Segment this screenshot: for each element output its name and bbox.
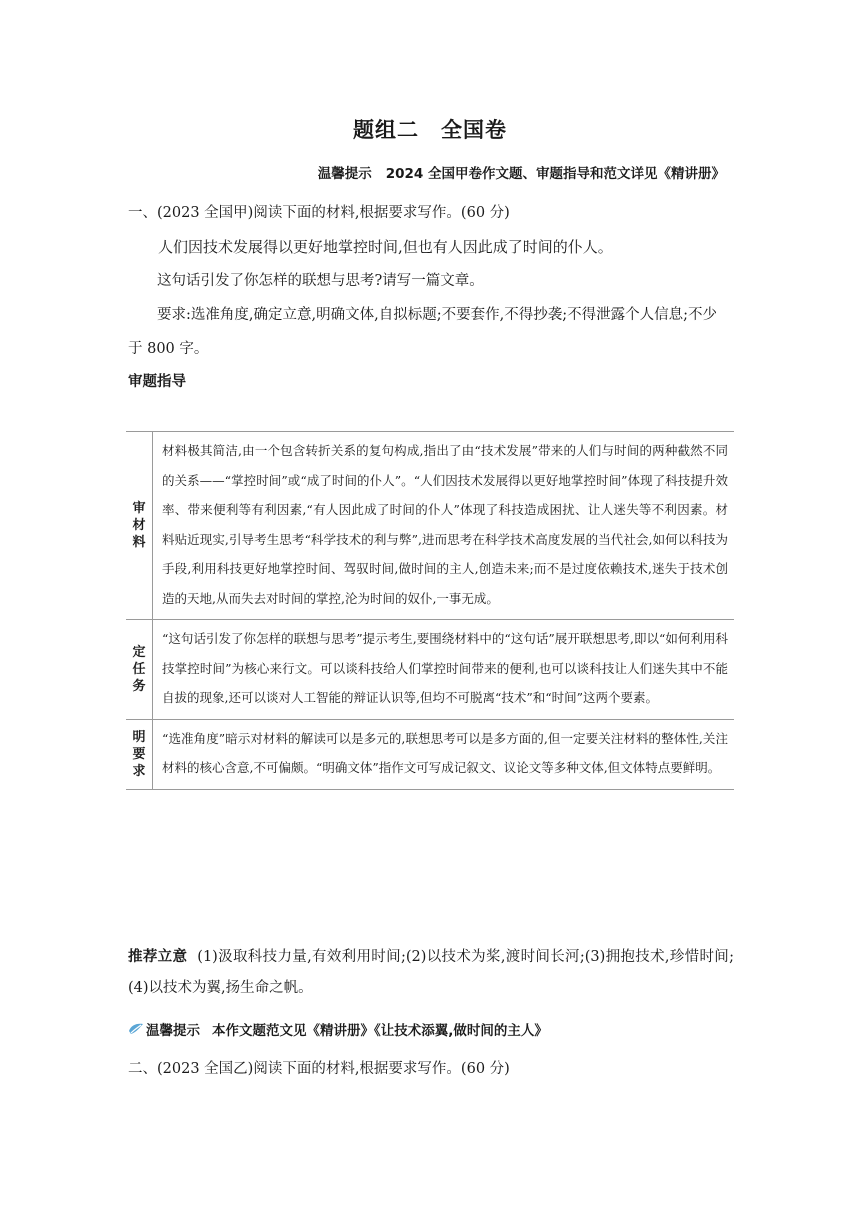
question-1-prompt: 这句话引发了你怎样的联想与思考?请写一篇文章。 [157,273,484,289]
guide-row-label: 明 要 求 [126,719,153,789]
recommended-theme-text: (1)汲取科技力量,有效利用时间;(2)以技术为桨,渡时间长河;(3)拥抱技术,珍惜时间;(4)以技术为翼,扬生命之帆。 [128,949,734,996]
question-2-header: 二、(2023 全国乙)阅读下面的材料,根据要求写作。(60 分) [128,1061,510,1077]
guide-row-material [126,432,734,620]
guide-row-text: “选准角度”暗示对材料的解读可以是多元的,联想思考可以是多方面的,但一定要关注材料的整体性,关注材料的核心含意,不可偏颇。“明确文体”指作文可写成记叙文、议论文等多种文体,但文体特点要鲜明。 [153,719,735,789]
question-1-material: 人们因技术发展得以更好地掌控时间,但也有人因此成了时间的仆人。 [158,238,613,256]
guide-row-task [126,620,734,720]
question-1-header: 一、(2023 全国甲)阅读下面的材料,根据要求写作。(60 分) [128,205,510,221]
guide-row-text: 材料极其简洁,由一个包含转折关系的复句构成,指出了由“技术发展”带来的人们与时间的两种截然不同的关系——“掌控时间”或“成了时间的仆人”。“人们因技术发展得以更好地掌控时间”体现了科技提升效率、带来便利等有利因素,“有人因此成了时间的仆人”体现了科技造成困扰、让人迷失等不利因素。材料贴近现实,引导考生思考“科学技术的利与弊”,进而思考在科学技术高度发展的当代社会,如何以科技为手段,利用科技更好地掌控时间、驾驭时间,做时间的主人,创造未来;而不是过度依赖技术,迷失于技术创造的天地,从而失去对时间的掌控,沦为时间的奴仆,一事无成。 [153,432,735,620]
guide-heading: 审题指导 [128,374,186,390]
recommended-theme-label: 推荐立意 [128,949,188,965]
guide-table [126,431,734,790]
recommended-theme [128,942,734,1004]
guide-row-requirement [126,719,734,789]
bottom-tip [128,1019,548,1039]
bottom-tip-label: 温馨提示 [146,1023,200,1039]
top-tip-label: 温馨提示 [317,166,372,182]
guide-row-text: “这句话引发了你怎样的联想与思考”提示考生,要围绕材料中的“这句话”展开联想思考,即以“如何利用科技掌控时间”为核心来行文。可以谈科技给人们掌控时间带来的便利,也可以谈科技让人们迷失其中不能自拔的现象,还可以谈对人工智能的辩证认识等,但均不可脱离“技术”和“时间”这两个要素。 [153,620,735,720]
top-tip [318,162,725,182]
top-tip-text: 2024 全国甲卷作文题、审题指导和范文详见《精讲册》 [385,166,725,182]
tip-icon [128,1022,144,1036]
guide-row-label: 审 材 料 [126,432,153,620]
guide-row-label: 定 任 务 [126,620,153,720]
bottom-tip-text: 本作文题范文见《精讲册》《让技术添翼,做时间的主人》 [212,1023,548,1039]
question-1-requirement: 要求:选准角度,确定立意,明确文体,自拟标题;不要套作,不得抄袭;不得泄露个人信息;不少于 800 字。 [128,307,717,357]
page-title: 题组二 全国卷 [353,118,507,142]
